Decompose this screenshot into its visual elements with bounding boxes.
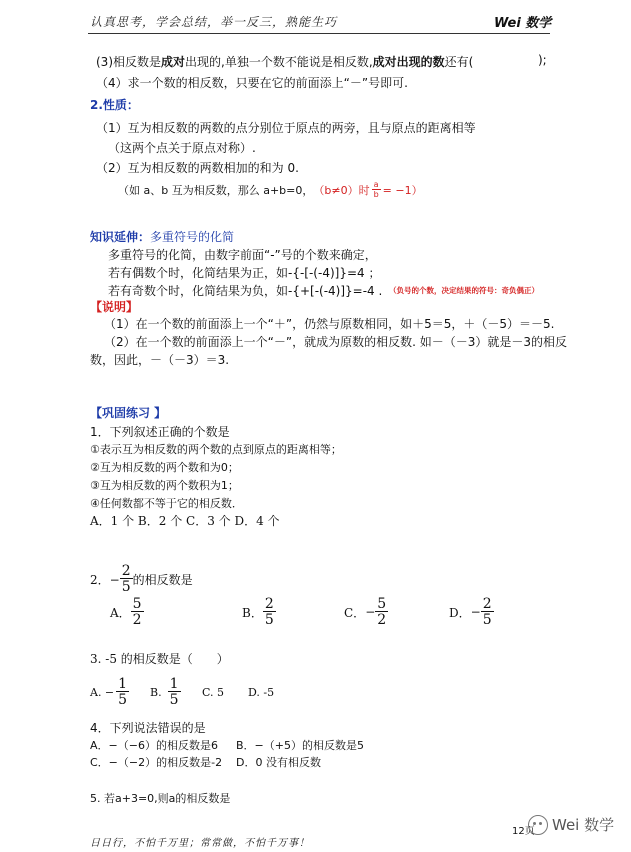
q2-option-d[interactable] — [449, 597, 494, 627]
option-fraction — [263, 597, 276, 627]
q2-option-a[interactable] — [110, 597, 144, 627]
option-fraction — [131, 597, 144, 627]
explain-line-1: （1）在一个数的前面添上一个“＋”，仍然与原数相同，如＋5＝5，＋（－5）＝－5. — [104, 317, 555, 331]
option-label: B． — [242, 605, 263, 620]
fraction-numerator: a — [373, 180, 379, 189]
q1-stem: 1．下列叙述正确的个数是 — [90, 425, 230, 439]
fraction-numerator: 2 — [121, 563, 131, 579]
property-example-result: = −1） — [382, 184, 423, 197]
extension-line-2: 若有偶数个时，化简结果为正，如-{-[-(-4)]}=4 ； — [108, 266, 381, 280]
explain-line-3: 数，因此，－（－3）＝3. — [90, 353, 230, 367]
q2-fraction — [120, 564, 133, 594]
fraction-denominator: 5 — [169, 692, 179, 708]
option-sign: − — [470, 605, 481, 619]
footer-brand-logo — [528, 814, 614, 835]
option-fraction — [168, 677, 181, 707]
q3-stem: 3. -5 的相反数是（ ） — [90, 652, 229, 666]
definition-text: 出现的,单独一个数不能说是相反数, — [185, 55, 373, 69]
definition-emphasis: 成对 — [161, 55, 186, 69]
fraction-numerator: 2 — [482, 596, 492, 612]
property-example — [118, 181, 423, 199]
q1-options: A．1 个 B．2 个 C．3 个 D．4 个 — [90, 514, 280, 528]
fraction-denominator: 5 — [264, 612, 274, 628]
option-sign: − — [365, 605, 376, 619]
definition-item-4: （4）求一个数的相反数，只要在它的前面添上“－”号即可. — [96, 76, 408, 90]
header-motto: 认真思考，学会总结，举一反三，熟能生巧 — [90, 15, 338, 29]
fraction-denominator: b — [373, 190, 379, 199]
q2-prefix: 2．− — [90, 572, 120, 587]
q4-option-c[interactable]: C．−（−2）的相反数是-2 — [90, 756, 223, 769]
q2-option-c[interactable] — [344, 597, 388, 627]
fraction-denominator: 2 — [377, 612, 387, 628]
q4-option-a[interactable]: A．−（−6）的相反数是6 — [90, 739, 218, 752]
fraction-numerator: 1 — [118, 676, 128, 692]
q2-option-b[interactable] — [242, 597, 276, 627]
option-label: A. − — [90, 685, 115, 699]
definition-emphasis: 成对出现的数 — [372, 55, 445, 69]
header-brand: Wei 数学 — [494, 16, 552, 31]
footer-brand-text: Wei 数学 — [552, 816, 615, 834]
q3-option-a[interactable] — [90, 677, 129, 707]
fraction-numerator: 2 — [264, 596, 274, 612]
practice-heading: 【巩固练习 】 — [90, 406, 167, 420]
definition-item-3 — [96, 53, 473, 70]
definition-text: 还有( — [444, 55, 474, 69]
extension-note: （负号的个数，决定结果的符号：奇负偶正） — [389, 286, 539, 295]
option-label: D． — [449, 605, 471, 620]
q4-stem: 4．下列说法错误的是 — [90, 721, 206, 735]
option-label: B. — [150, 685, 162, 699]
q3-option-c[interactable]: C. 5 — [202, 686, 225, 699]
fraction-denominator: 5 — [118, 692, 128, 708]
footer-motto: 日日行，不怕千万里；常常做，不怕千万事！ — [90, 838, 310, 849]
fraction-numerator: 5 — [377, 596, 387, 612]
extension-line-3: 若有奇数个时，化简结果为负，如-{+[-(-4)]}=-4 . — [108, 284, 383, 298]
option-fraction — [481, 597, 494, 627]
wechat-icon — [528, 815, 548, 835]
fraction-denominator: 5 — [482, 612, 492, 628]
extension-heading — [90, 228, 234, 245]
extension-label: 知识延伸： — [90, 230, 151, 244]
q2-stem — [90, 564, 193, 594]
fraction-a-over-b — [372, 181, 381, 199]
header-divider — [88, 33, 550, 34]
property-1-note: （这两个点关于原点对称）. — [108, 141, 256, 155]
page-number: 12页 — [512, 826, 535, 837]
q1-statement-2: ②互为相反数的两个数和为0； — [90, 461, 239, 474]
fraction-numerator: 5 — [132, 596, 142, 612]
q5-stem: 5. 若a+3=0,则a的相反数是 — [90, 792, 231, 805]
definition-text: (3)相反数是 — [96, 55, 161, 69]
fraction-numerator: 1 — [169, 676, 179, 692]
explain-label: 【说明】 — [90, 300, 139, 314]
property-example-text: （如 a、b 互为相反数，那么 a+b=0， — [118, 184, 314, 197]
extension-line-1: 多重符号的化简，由数字前面“-”号的个数来确定， — [108, 248, 377, 262]
explain-line-2: （2）在一个数的前面添上一个“－”，就成为原数的相反数. 如－（－3）就是－3的相反 — [104, 335, 567, 349]
extension-title: 多重符号的化简 — [150, 230, 235, 244]
property-example-condition: （b≠0）时 — [313, 184, 370, 197]
q1-statement-3: ③互为相反数的两个数积为1； — [90, 479, 239, 492]
fraction-denominator: 5 — [121, 579, 131, 595]
definition-item-3-close: ); — [538, 53, 547, 67]
q3-option-b[interactable] — [150, 677, 181, 707]
option-fraction — [375, 597, 388, 627]
q1-statement-4: ④任何数都不等于它的相反数． — [90, 497, 243, 510]
q4-option-b[interactable]: B．−（+5）的相反数是5 — [236, 739, 364, 752]
fraction-denominator: 2 — [132, 612, 142, 628]
property-1: （1）互为相反数的两数的点分别位于原点的两旁，且与原点的距离相等 — [96, 121, 476, 135]
q2-suffix: 的相反数是 — [132, 572, 193, 587]
option-fraction — [116, 677, 129, 707]
q4-option-d[interactable]: D．0 没有相反数 — [236, 756, 321, 769]
option-label: A． — [110, 605, 131, 620]
q3-option-d[interactable]: D. -5 — [248, 686, 275, 699]
properties-heading: 2.性质： — [90, 98, 139, 112]
option-label: C． — [344, 605, 366, 620]
q1-statement-1: ①表示互为相反数的两个数的点到原点的距离相等； — [90, 443, 342, 456]
property-2: （2）互为相反数的两数相加的和为 0. — [96, 161, 299, 175]
